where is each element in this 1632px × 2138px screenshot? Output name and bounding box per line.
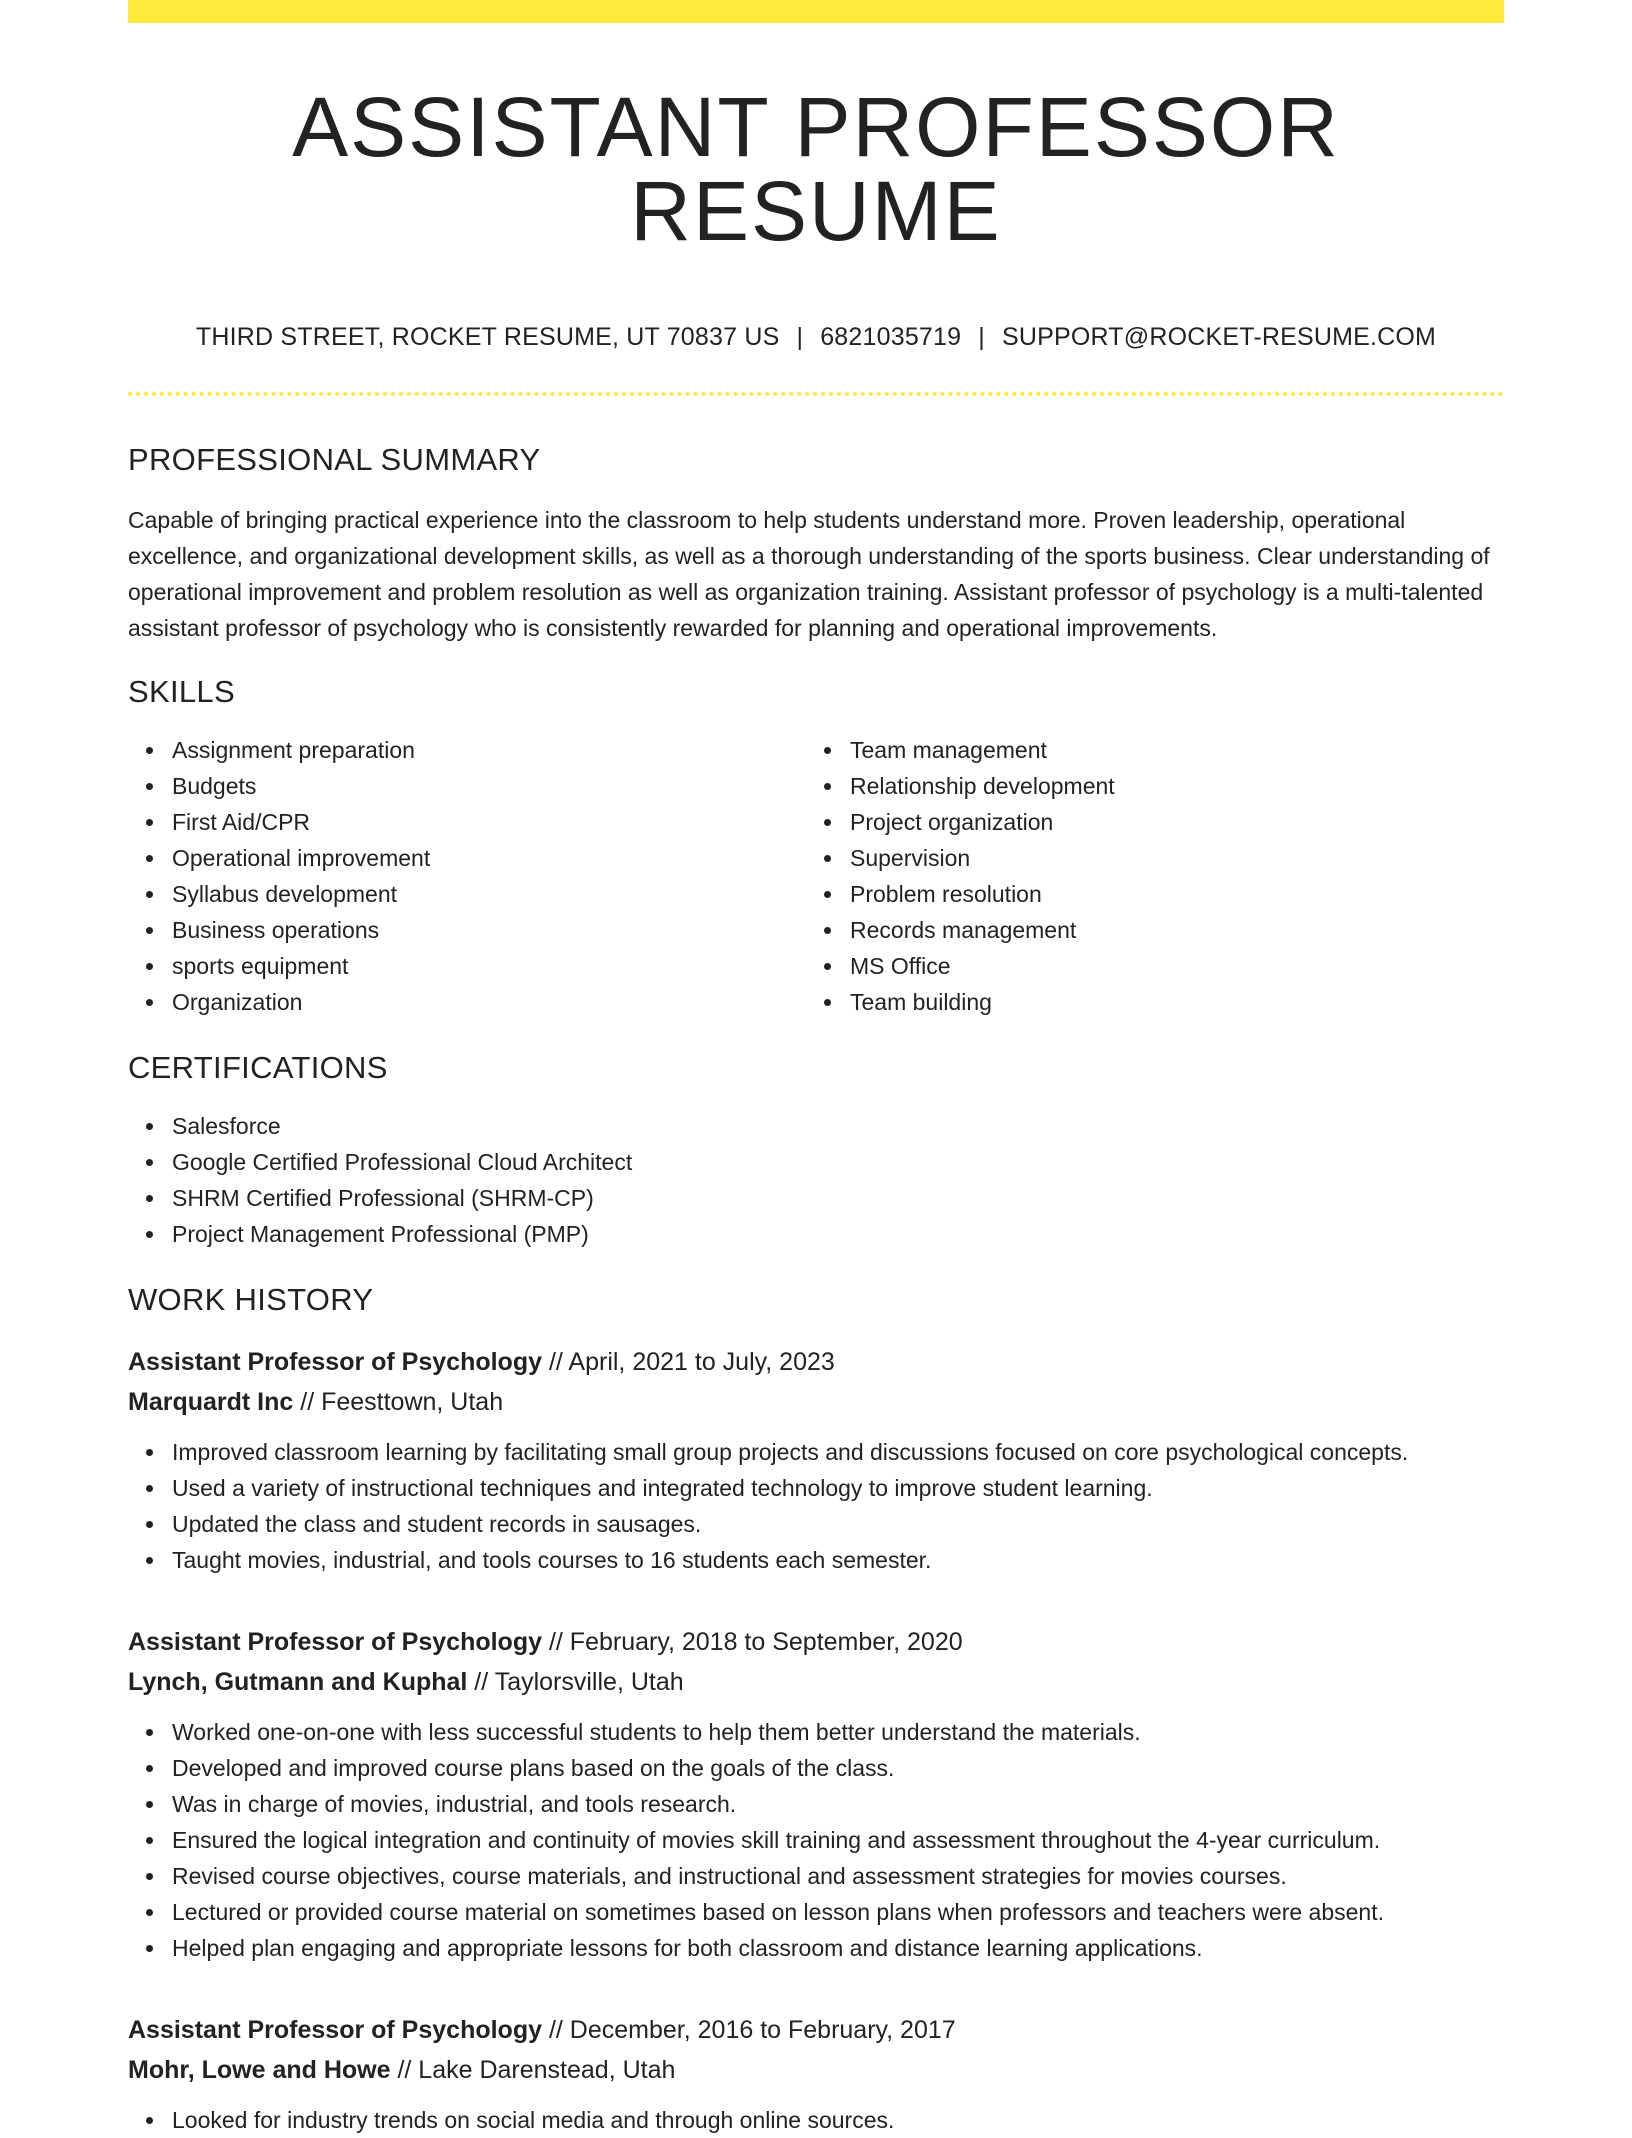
job-company: Mohr, Lowe and Howe <box>128 2056 391 2084</box>
job-duty: Ensured the logical integration and continuity of movies skill training and assessment throughout the 4-year curriculum. <box>172 1822 1504 1858</box>
certification-item: Salesforce <box>172 1108 1504 1144</box>
job-duty: Lectured or provided course material on sometimes based on lesson plans when professors and teachers were absent. <box>172 1894 1504 1930</box>
resume-page <box>128 0 1504 2138</box>
skill-item: Assignment preparation <box>172 732 806 768</box>
skill-item: Business operations <box>172 912 806 948</box>
skill-item: Budgets <box>172 768 806 804</box>
job-company-line <box>128 1662 1504 1702</box>
job-title-line <box>128 1622 1504 1662</box>
job-entry <box>128 1622 1504 1966</box>
skill-item: sports equipment <box>172 948 806 984</box>
job-dates: // April, 2021 to July, 2023 <box>542 1348 835 1376</box>
job-duty: Worked one-on-one with less successful students to help them better understand the materials. <box>172 1714 1504 1750</box>
summary-text: Capable of bringing practical experience into the classroom to help students understand more. Proven leadership, operational excellence, and organizational development skills, as well as a thorough understanding of the sports business. Clear understanding of operational improvement and problem resolution as well as organization training. Assistant professor of psychology is a multi-talented assistant professor of psychology who is consistently rewarded for planning and operational improvements. <box>128 507 1490 641</box>
skills-left-column <box>128 732 806 1020</box>
job-duty: Revised course objectives, course materials, and instructional and assessment strategies for movies courses. <box>172 1858 1504 1894</box>
job-dates: // December, 2016 to February, 2017 <box>542 2016 956 2044</box>
job-duty: Helped plan engaging and appropriate lessons for both classroom and distance learning applications. <box>172 1930 1504 1966</box>
certification-item: Google Certified Professional Cloud Architect <box>172 1144 1504 1180</box>
job-duties-list <box>128 1714 1504 1966</box>
job-duties-list <box>128 1434 1504 1578</box>
address: THIRD STREET, ROCKET RESUME, UT 70837 US <box>195 323 780 351</box>
job-title-line <box>128 2010 1504 2050</box>
job-duty: Used a variety of instructional techniques and integrated technology to improve student learning. <box>172 1470 1504 1506</box>
dotted-divider <box>128 392 1504 396</box>
skill-item: Relationship development <box>850 768 1484 804</box>
skill-item: Organization <box>172 984 806 1020</box>
certification-item: SHRM Certified Professional (SHRM-CP) <box>172 1180 1504 1216</box>
job-title: Assistant Professor of Psychology <box>128 1628 543 1656</box>
work-history-heading: WORK HISTORY <box>128 1282 374 1317</box>
skill-item: Operational improvement <box>172 840 806 876</box>
skill-item: Records management <box>850 912 1484 948</box>
job-duty: Looked for industry trends on social media and through online sources. <box>172 2102 1504 2138</box>
job-company: Marquardt Inc <box>128 1388 294 1416</box>
skills-right-list <box>806 732 1484 1020</box>
job-title-line <box>128 1342 1504 1382</box>
contact-line <box>128 323 1504 352</box>
job-entry <box>128 2010 1504 2138</box>
skill-item: Problem resolution <box>850 876 1484 912</box>
skills-section <box>128 674 1504 1020</box>
job-location: // Taylorsville, Utah <box>467 1668 684 1696</box>
certification-item: Project Management Professional (PMP) <box>172 1216 1504 1252</box>
skill-item: Project organization <box>850 804 1484 840</box>
work-history-section <box>128 1282 1504 2138</box>
accent-bar <box>128 0 1504 23</box>
contact-separator: | <box>978 323 985 351</box>
job-company-line <box>128 2050 1504 2090</box>
job-company-line <box>128 1382 1504 1422</box>
phone: 6821035719 <box>820 323 962 351</box>
job-location: // Feesttown, Utah <box>293 1388 504 1416</box>
email: SUPPORT@ROCKET-RESUME.COM <box>1001 323 1437 351</box>
certifications-list <box>128 1108 1504 1252</box>
job-duty: Updated the class and student records in sausages. <box>172 1506 1504 1542</box>
job-company: Lynch, Gutmann and Kuphal <box>128 1668 468 1696</box>
skills-left-list <box>128 732 806 1020</box>
resume-title: ASSISTANT PROFESSOR RESUME <box>292 80 1340 258</box>
skills-right-column <box>806 732 1484 1020</box>
skill-item: Syllabus development <box>172 876 806 912</box>
job-duty: Developed and improved course plans based on the goals of the class. <box>172 1750 1504 1786</box>
job-duty: Taught movies, industrial, and tools courses to 16 students each semester. <box>172 1542 1504 1578</box>
skill-item: MS Office <box>850 948 1484 984</box>
certifications-section <box>128 1050 1504 1252</box>
job-location: // Lake Darenstead, Utah <box>390 2056 676 2084</box>
skill-item: Supervision <box>850 840 1484 876</box>
contact-separator: | <box>796 323 804 351</box>
skill-item: Team building <box>850 984 1484 1020</box>
skill-item: First Aid/CPR <box>172 804 806 840</box>
job-dates: // February, 2018 to September, 2020 <box>542 1628 963 1656</box>
job-title: Assistant Professor of Psychology <box>128 2016 543 2044</box>
job-entry <box>128 1342 1504 1578</box>
job-duty: Improved classroom learning by facilitating small group projects and discussions focused on core psychological concepts. <box>172 1434 1504 1470</box>
certifications-heading: CERTIFICATIONS <box>128 1050 388 1085</box>
job-duties-list <box>128 2102 1504 2138</box>
skill-item: Team management <box>850 732 1484 768</box>
job-title: Assistant Professor of Psychology <box>128 1348 543 1376</box>
skills-columns <box>128 732 1504 1020</box>
summary-heading: PROFESSIONAL SUMMARY <box>128 442 541 477</box>
job-duty: Was in charge of movies, industrial, and tools research. <box>172 1786 1504 1822</box>
summary-section <box>128 442 1504 646</box>
skills-heading: SKILLS <box>128 674 235 709</box>
